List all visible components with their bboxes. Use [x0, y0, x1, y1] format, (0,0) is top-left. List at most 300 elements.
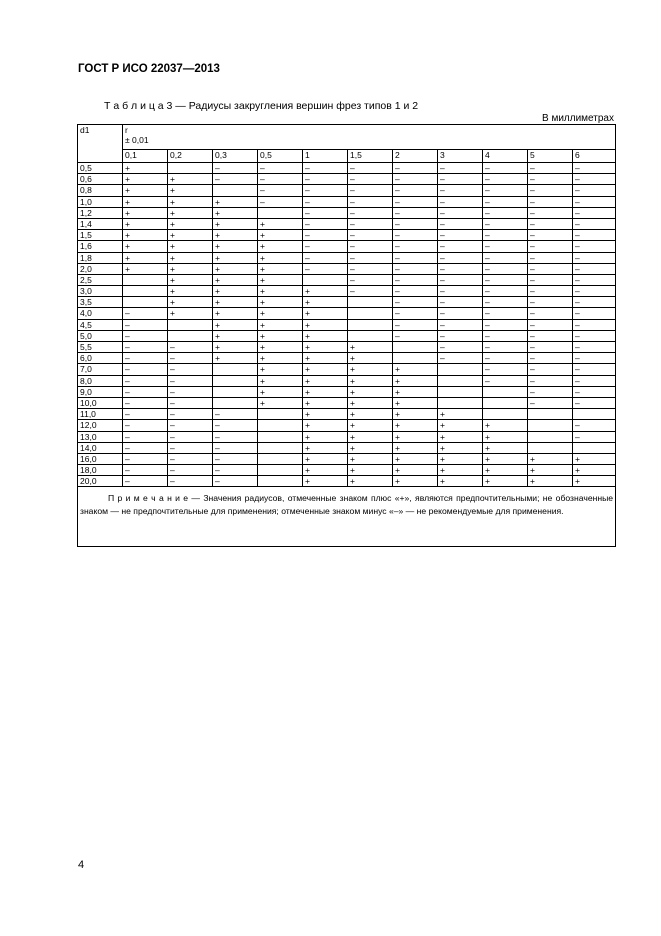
table-cell: –: [483, 207, 528, 218]
table-cell: –: [483, 319, 528, 330]
table-cell: –: [393, 286, 438, 297]
table-caption: Т а б л и ц а 3 — Радиусы закругления вершин фрез типов 1 и 2: [104, 100, 419, 112]
table-cell: –: [573, 397, 616, 408]
table-cell: –: [438, 308, 483, 319]
table-cell: +: [258, 252, 303, 263]
table-cell: –: [393, 252, 438, 263]
table-cell: –: [573, 230, 616, 241]
table-cell: +: [483, 442, 528, 453]
table-row: [78, 252, 616, 263]
table-row: [78, 420, 616, 431]
table-cell: –: [123, 319, 168, 330]
table-cell: +: [303, 409, 348, 420]
table-cell: [258, 476, 303, 487]
header-row: [78, 125, 616, 150]
table-cell: –: [348, 196, 393, 207]
table-cell: +: [303, 442, 348, 453]
table-cell: [168, 319, 213, 330]
r-values-row: [78, 150, 616, 163]
table-cell: +: [528, 453, 573, 464]
table-cell: +: [303, 319, 348, 330]
table-cell: [483, 397, 528, 408]
table-cell: –: [348, 163, 393, 174]
table-cell: +: [213, 353, 258, 364]
note-text: П р и м е ч а н и е — Значения радиусов, отмеченные знаком плюс «+», являются предпочтительными; не обозначенные знаком — не предпочтительные для применения; отмеченные знаком минус «–» — не рекомендуемые для применения.: [80, 493, 614, 517]
table-cell: –: [573, 364, 616, 375]
table-cell: –: [393, 297, 438, 308]
table-cell: –: [528, 330, 573, 341]
table-cell: +: [303, 476, 348, 487]
table-cell: +: [393, 386, 438, 397]
table-cell: –: [528, 252, 573, 263]
table-cell: [528, 420, 573, 431]
table-cell: –: [348, 286, 393, 297]
table-cell: –: [528, 263, 573, 274]
table-cell: +: [348, 476, 393, 487]
header-r-value: 0,2: [168, 150, 213, 163]
d1-cell: 5,0: [78, 330, 123, 341]
d1-cell: 12,0: [78, 420, 123, 431]
table-cell: [258, 409, 303, 420]
header-r-value: 0,5: [258, 150, 303, 163]
table-cell: +: [168, 274, 213, 285]
table-cell: –: [303, 163, 348, 174]
table-cell: +: [348, 353, 393, 364]
table-cell: +: [348, 453, 393, 464]
note-row: [78, 487, 616, 547]
table-cell: –: [168, 409, 213, 420]
table-cell: –: [123, 442, 168, 453]
d1-cell: 2,0: [78, 263, 123, 274]
header-r-label: r: [125, 125, 128, 135]
table-cell: –: [393, 174, 438, 185]
table-cell: +: [393, 476, 438, 487]
d1-cell: 0,5: [78, 163, 123, 174]
table-cell: –: [573, 185, 616, 196]
table-cell: –: [573, 375, 616, 386]
table-cell: –: [438, 319, 483, 330]
table-cell: –: [168, 420, 213, 431]
table-cell: [483, 386, 528, 397]
d1-cell: 4,0: [78, 308, 123, 319]
table-cell: –: [573, 308, 616, 319]
table-cell: +: [213, 286, 258, 297]
table-cell: +: [528, 465, 573, 476]
table-row: [78, 319, 616, 330]
table-cell: +: [393, 409, 438, 420]
table-cell: [213, 397, 258, 408]
table-cell: –: [168, 342, 213, 353]
table-cell: [123, 286, 168, 297]
table-cell: [213, 386, 258, 397]
table-cell: –: [573, 353, 616, 364]
table-row: [78, 174, 616, 185]
table-cell: –: [348, 263, 393, 274]
table-cell: –: [528, 196, 573, 207]
table-cell: –: [348, 218, 393, 229]
table-cell: –: [528, 286, 573, 297]
table-cell: +: [393, 420, 438, 431]
table-cell: –: [348, 274, 393, 285]
table-cell: –: [573, 297, 616, 308]
table-cell: +: [438, 476, 483, 487]
table-cell: –: [168, 431, 213, 442]
table-cell: –: [393, 196, 438, 207]
table-cell: –: [123, 364, 168, 375]
table-row: [78, 218, 616, 229]
table-cell: –: [303, 174, 348, 185]
table-cell: –: [438, 174, 483, 185]
table-cell: +: [573, 453, 616, 464]
header-r-value: 4: [483, 150, 528, 163]
table-cell: [528, 442, 573, 453]
table-cell: –: [573, 342, 616, 353]
table-cell: –: [303, 185, 348, 196]
table-cell: +: [258, 297, 303, 308]
table-cell: +: [303, 308, 348, 319]
table-cell: +: [213, 297, 258, 308]
header-d1: d1: [78, 125, 123, 163]
table-row: [78, 397, 616, 408]
table-cell: +: [348, 442, 393, 453]
d1-cell: 1,0: [78, 196, 123, 207]
table-cell: +: [483, 431, 528, 442]
table-cell: +: [438, 465, 483, 476]
table-cell: –: [303, 207, 348, 218]
table-cell: +: [258, 342, 303, 353]
table-cell: –: [123, 453, 168, 464]
table-cell: [573, 442, 616, 453]
table-cell: –: [303, 263, 348, 274]
d1-cell: 18,0: [78, 465, 123, 476]
document-header: ГОСТ Р ИСО 22037—2013: [78, 63, 220, 75]
table-cell: +: [258, 375, 303, 386]
table-cell: +: [393, 465, 438, 476]
header-r: [123, 125, 616, 150]
table-cell: –: [213, 442, 258, 453]
table-row: [78, 185, 616, 196]
d1-cell: 9,0: [78, 386, 123, 397]
table-cell: –: [213, 409, 258, 420]
table-cell: [348, 330, 393, 341]
table-cell: –: [393, 241, 438, 252]
table-cell: +: [258, 241, 303, 252]
table-cell: –: [573, 218, 616, 229]
table-cell: –: [573, 431, 616, 442]
table-cell: –: [438, 218, 483, 229]
table-cell: –: [438, 230, 483, 241]
table-cell: +: [573, 465, 616, 476]
table-cell: +: [348, 409, 393, 420]
table-cell: –: [258, 185, 303, 196]
table-cell: +: [168, 263, 213, 274]
table-cell: [258, 442, 303, 453]
table-cell: –: [528, 274, 573, 285]
table-cell: +: [303, 431, 348, 442]
table-cell: +: [258, 364, 303, 375]
table-row: [78, 476, 616, 487]
d1-cell: 1,6: [78, 241, 123, 252]
table-cell: –: [483, 230, 528, 241]
table-cell: +: [213, 241, 258, 252]
table-cell: +: [303, 420, 348, 431]
table-cell: +: [258, 230, 303, 241]
table-cell: –: [483, 286, 528, 297]
table-cell: +: [258, 263, 303, 274]
table-cell: +: [258, 319, 303, 330]
table-cell: +: [438, 420, 483, 431]
table-cell: –: [438, 207, 483, 218]
table-cell: –: [348, 252, 393, 263]
table-cell: +: [483, 420, 528, 431]
table-row: [78, 409, 616, 420]
table-cell: –: [213, 465, 258, 476]
table-row: [78, 297, 616, 308]
table-cell: +: [258, 286, 303, 297]
table-cell: –: [213, 420, 258, 431]
table-cell: +: [258, 386, 303, 397]
table-cell: +: [213, 207, 258, 218]
table-cell: –: [348, 241, 393, 252]
table-cell: +: [258, 274, 303, 285]
table-cell: –: [213, 431, 258, 442]
d1-cell: 6,0: [78, 353, 123, 364]
table-row: [78, 431, 616, 442]
header-r-value: 0,1: [123, 150, 168, 163]
table-row: [78, 375, 616, 386]
table-cell: –: [573, 174, 616, 185]
table-cell: +: [168, 174, 213, 185]
d1-cell: 10,0: [78, 397, 123, 408]
table-cell: [528, 431, 573, 442]
table-cell: [258, 207, 303, 218]
table-cell: –: [528, 297, 573, 308]
header-r-tolerance: ± 0,01: [125, 135, 149, 145]
d1-cell: 11,0: [78, 409, 123, 420]
table-cell: –: [438, 353, 483, 364]
table-cell: –: [393, 308, 438, 319]
header-r-value: 2: [393, 150, 438, 163]
table-cell: –: [123, 386, 168, 397]
table-cell: –: [528, 207, 573, 218]
table-cell: –: [438, 274, 483, 285]
table-cell: –: [393, 330, 438, 341]
table-cell: +: [213, 263, 258, 274]
table-cell: [438, 364, 483, 375]
table-cell: –: [528, 397, 573, 408]
d1-cell: 8,0: [78, 375, 123, 386]
table-cell: +: [393, 364, 438, 375]
table-cell: +: [303, 453, 348, 464]
table-row: [78, 453, 616, 464]
table-cell: +: [168, 218, 213, 229]
table-cell: [483, 409, 528, 420]
table-cell: –: [573, 319, 616, 330]
table-row: [78, 342, 616, 353]
table-cell: +: [303, 297, 348, 308]
table-cell: +: [573, 476, 616, 487]
table-cell: –: [258, 196, 303, 207]
table-cell: [348, 297, 393, 308]
table-row: [78, 207, 616, 218]
table-cell: –: [483, 274, 528, 285]
table-cell: [393, 342, 438, 353]
table-cell: –: [438, 286, 483, 297]
table-cell: –: [528, 185, 573, 196]
d1-cell: 1,8: [78, 252, 123, 263]
header-r-value: 1: [303, 150, 348, 163]
table-cell: +: [483, 465, 528, 476]
table-cell: –: [168, 375, 213, 386]
table-cell: +: [438, 431, 483, 442]
table-row: [78, 308, 616, 319]
table-cell: [213, 375, 258, 386]
table-cell: +: [393, 453, 438, 464]
table-cell: +: [483, 453, 528, 464]
d1-cell: 20,0: [78, 476, 123, 487]
table-cell: +: [123, 218, 168, 229]
table-cell: –: [528, 241, 573, 252]
table-cell: +: [213, 196, 258, 207]
table-cell: –: [573, 420, 616, 431]
table-cell: –: [483, 330, 528, 341]
d1-cell: 3,5: [78, 297, 123, 308]
table-cell: +: [213, 330, 258, 341]
table-row: [78, 230, 616, 241]
table-cell: +: [168, 286, 213, 297]
table-cell: +: [213, 308, 258, 319]
table-cell: [348, 308, 393, 319]
table-cell: +: [393, 431, 438, 442]
table-cell: +: [528, 476, 573, 487]
table-cell: –: [168, 442, 213, 453]
table-cell: +: [168, 252, 213, 263]
table-cell: –: [123, 420, 168, 431]
table-cell: +: [213, 218, 258, 229]
table-row: [78, 241, 616, 252]
table-cell: –: [303, 241, 348, 252]
table-cell: –: [483, 375, 528, 386]
table-row: [78, 465, 616, 476]
table-cell: [438, 397, 483, 408]
table-cell: –: [438, 196, 483, 207]
table-cell: +: [168, 185, 213, 196]
table-cell: –: [573, 274, 616, 285]
table-note: [78, 487, 616, 547]
header-r-value: 3: [438, 150, 483, 163]
table-cell: –: [573, 263, 616, 274]
table-cell: –: [573, 207, 616, 218]
table-cell: –: [483, 218, 528, 229]
table-row: [78, 386, 616, 397]
table-cell: –: [528, 375, 573, 386]
table-cell: –: [168, 453, 213, 464]
table-cell: +: [168, 207, 213, 218]
table-cell: –: [123, 409, 168, 420]
table-cell: +: [123, 252, 168, 263]
table-cell: –: [528, 319, 573, 330]
table-cell: +: [168, 241, 213, 252]
table-cell: +: [123, 230, 168, 241]
table-cell: +: [168, 230, 213, 241]
table-cell: +: [213, 319, 258, 330]
table-cell: –: [303, 218, 348, 229]
table-cell: +: [258, 330, 303, 341]
table-cell: [573, 409, 616, 420]
table-cell: –: [168, 353, 213, 364]
table-cell: [528, 409, 573, 420]
table-cell: –: [483, 252, 528, 263]
table-cell: +: [348, 431, 393, 442]
table-cell: –: [213, 174, 258, 185]
table-cell: –: [168, 476, 213, 487]
table-cell: [303, 274, 348, 285]
table-cell: [213, 364, 258, 375]
table-cell: [258, 431, 303, 442]
table-cell: –: [528, 230, 573, 241]
table-cell: –: [393, 163, 438, 174]
table-cell: –: [438, 252, 483, 263]
table-cell: –: [528, 353, 573, 364]
table-cell: [258, 465, 303, 476]
header-r-value: 5: [528, 150, 573, 163]
table-cell: –: [393, 263, 438, 274]
table-row: [78, 286, 616, 297]
table-cell: –: [213, 476, 258, 487]
table-cell: –: [393, 319, 438, 330]
table-cell: –: [213, 163, 258, 174]
table-cell: +: [258, 397, 303, 408]
d1-cell: 0,8: [78, 185, 123, 196]
table-cell: +: [258, 353, 303, 364]
table-cell: +: [123, 174, 168, 185]
table-cell: –: [393, 230, 438, 241]
d1-cell: 4,5: [78, 319, 123, 330]
table-cell: –: [483, 185, 528, 196]
table-cell: –: [393, 218, 438, 229]
table-cell: –: [528, 308, 573, 319]
d1-cell: 5,5: [78, 342, 123, 353]
table-cell: +: [303, 342, 348, 353]
table-cell: –: [573, 163, 616, 174]
table-cell: –: [573, 196, 616, 207]
header-r-value: 1,5: [348, 150, 393, 163]
table-cell: +: [348, 397, 393, 408]
table-cell: –: [123, 353, 168, 364]
header-r-value: 6: [573, 150, 616, 163]
table-cell: +: [303, 397, 348, 408]
table-cell: –: [348, 230, 393, 241]
table-cell: +: [303, 465, 348, 476]
table-cell: –: [348, 185, 393, 196]
table-cell: +: [348, 364, 393, 375]
table-cell: –: [438, 342, 483, 353]
table-cell: –: [168, 397, 213, 408]
table-cell: –: [483, 196, 528, 207]
table-cell: +: [213, 342, 258, 353]
table-cell: +: [393, 442, 438, 453]
table-cell: –: [528, 218, 573, 229]
table-cell: +: [348, 420, 393, 431]
table-cell: +: [303, 353, 348, 364]
table-cell: +: [438, 453, 483, 464]
table-cell: –: [528, 342, 573, 353]
table-cell: –: [258, 174, 303, 185]
d1-cell: 7,0: [78, 364, 123, 375]
d1-cell: 13,0: [78, 431, 123, 442]
table-cell: –: [123, 465, 168, 476]
table-cell: –: [528, 386, 573, 397]
